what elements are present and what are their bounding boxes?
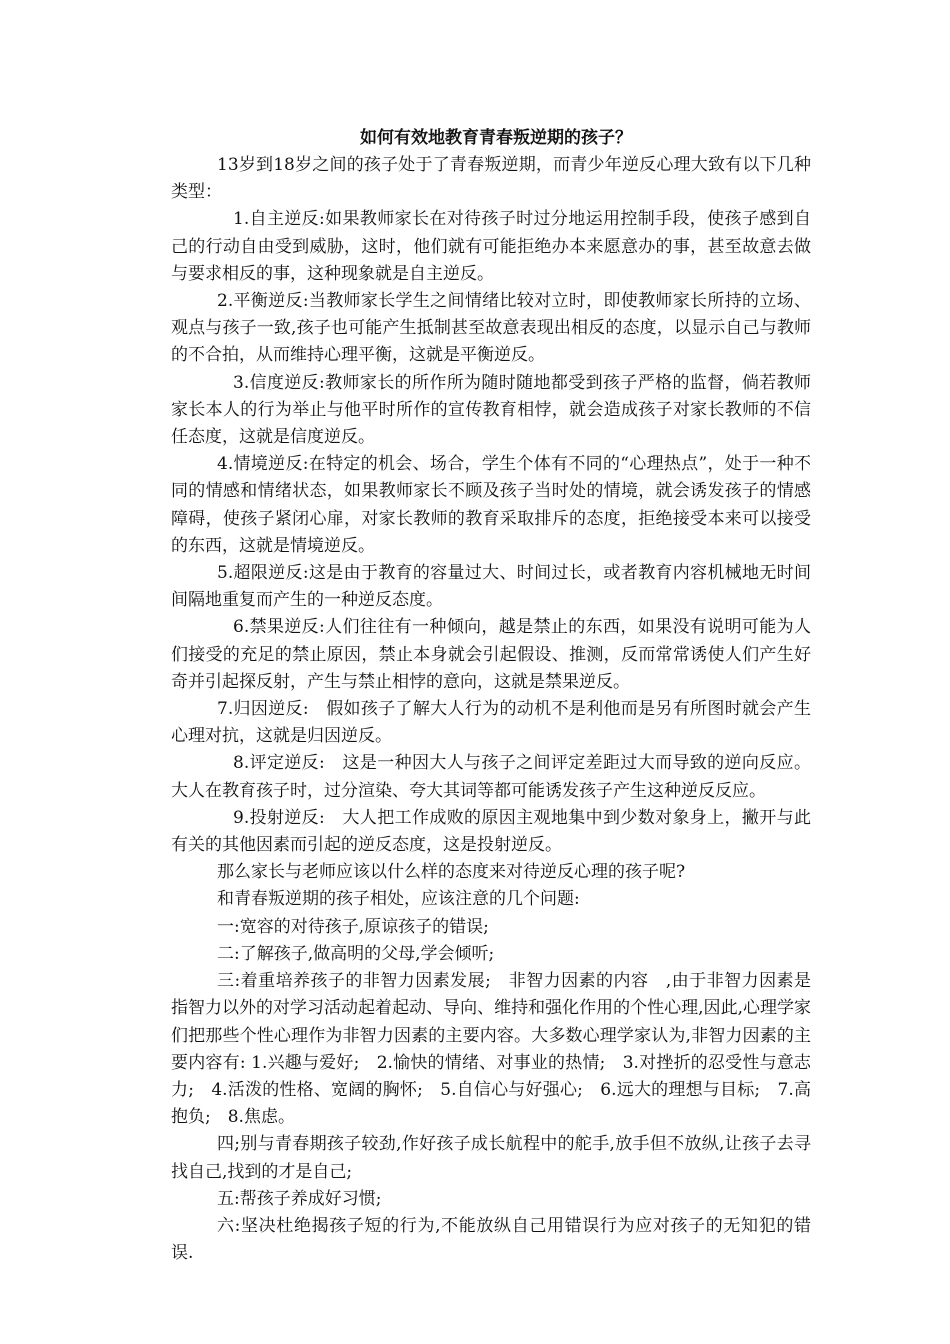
paragraph-list <box>171 152 811 1267</box>
paragraph: 2.平衡逆反:当教师家长学生之间情绪比较对立时，即使教师家长所持的立场、观点与孩子一致,孩子也可能产生抵制甚至故意表现出相反的态度，以显示自己与教师的不合拍，从而维持心理平衡，这就是平衡逆反。 <box>171 291 811 366</box>
paragraph: 六:坚决杜绝揭孩子短的行为,不能放纵自己用错误行为应对孩子的无知犯的错误. <box>171 1215 811 1264</box>
paragraph: 二:了解孩子,做高明的父母,学会倾听; <box>217 943 495 964</box>
paragraph: 5.超限逆反:这是由于教育的容量过大、时间过长，或者教育内容机械地无时间间隔地重复而产生的一种逆反态度。 <box>171 563 811 611</box>
paragraph: 五:帮孩子养成好习惯; <box>217 1188 382 1209</box>
paragraph: 13岁到18岁之间的孩子处于了青春叛逆期，而青少年逆反心理大致有以下几种类型： <box>171 155 811 203</box>
paragraph: 三:着重培养孩子的非智力因素发展; 非智力因素的内容 ,由于非智力因素是指智力以外的对学习活动起着起动、导向、维持和强化作用的个性心理,因此,心理学家们把那些个性心理作为非智力因素的主要内容。大多数心理学家认为,非智力因素的主要内容有: 1.兴趣与爱好; 2.愉快的情绪、对事业的热情; 3.对挫折的忍受性与意志力; 4.活泼的性格、宽阔的胸怀; 5.自信心与好强心; 6.远大的理想与目标; 7.高抱负; 8.焦虑。 <box>171 971 811 1128</box>
paragraph: 9.投射逆反: 大人把工作成败的原因主观地集中到少数对象身上，撇开与此有关的其他因素而引起的逆反态度，这是投射逆反。 <box>171 807 811 856</box>
paragraph: 那么家长与老师应该以什么样的态度来对待逆反心理的孩子呢? <box>217 862 686 883</box>
document-title: 如何有效地教育青春叛逆期的孩子？ <box>360 128 632 148</box>
paragraph: 3.信度逆反:教师家长的所作所为随时随地都受到孩子严格的监督，倘若教师家长本人的行为举止与他平时所作的宣传教育相悖，就会造成孩子对家长教师的不信任态度，这就是信度逆反。 <box>171 372 811 448</box>
paragraph: 一:宽容的对待孩子,原谅孩子的错误; <box>217 916 489 937</box>
paragraph: 1.自主逆反:如果教师家长在对待孩子时过分地运用控制手段，使孩子感到自己的行动自由受到威胁，这时，他们就有可能拒绝办本来愿意办的事，甚至故意去做与要求相反的事，这种现象就是自主逆反。 <box>171 209 811 284</box>
document-body <box>171 124 811 1267</box>
paragraph: 6.禁果逆反:人们往往有一种倾向，越是禁止的东西，如果没有说明可能为人们接受的充足的禁止原因，禁止本身就会引起假设、推测，反而常常诱使人们产生好奇并引起探反射，产生与禁止相悖的意向，这就是禁果逆反。 <box>171 617 811 692</box>
paragraph: 7.归因逆反: 假如孩子了解大人行为的动机不是利他而是另有所图时就会产生心理对抗，这就是归因逆反。 <box>171 699 811 747</box>
paragraph: 8.评定逆反: 这是一种因大人与孩子之间评定差距过大而导致的逆向反应。大人在教育孩子时，过分渲染、夸大其词等都可能诱发孩子产生这种逆反反应。 <box>171 753 811 801</box>
paragraph: 4.情境逆反:在特定的机会、场合，学生个体有不同的“心理热点”，处于一种不同的情感和情绪状态，如果教师家长不顾及孩子当时处的情境，就会诱发孩子的情感障碍，使孩子紧闭心扉，对家长教师的教育采取排斥的态度，拒绝接受本来可以接受的东西，这就是情境逆反。 <box>171 454 811 556</box>
paragraph: 四;别与青春期孩子较劲,作好孩子成长航程中的舵手,放手但不放纵,让孩子去寻找自己,找到的才是自己; <box>171 1134 811 1182</box>
paragraph: 和青春叛逆期的孩子相处，应该注意的几个问题: <box>217 889 580 910</box>
